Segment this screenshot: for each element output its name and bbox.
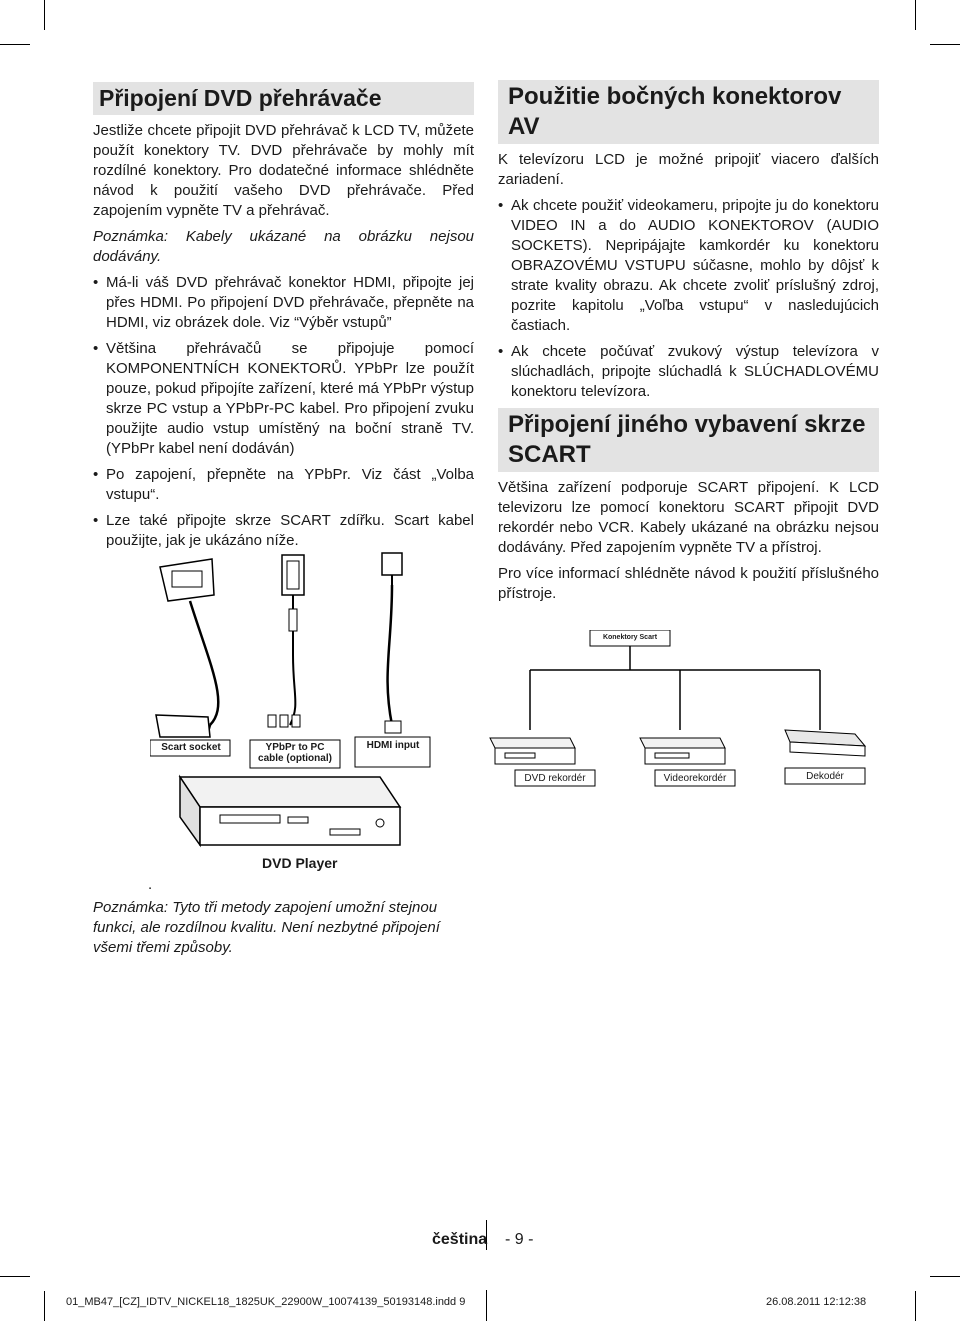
av-intro-paragraph: K televízoru LCD je možné pripojiť viacero ďalších zariadení. [498,151,879,188]
bottom-dot: . [148,876,153,893]
crop-mark [0,1276,30,1277]
list-item: • Má-li váš DVD přehrávač konektor HDMI, připojte jej přes HDMI. Po připojení DVD přehrávače, přepněte na HDMI, viz obrázek dole. Viz “Výběr vstupů” [93,274,474,331]
list-item: • Ak chcete počúvať zvukový výstup televízora v slúchadlách, pripojte slúchadlá k SLÚCHADLOVÉMU konektoru televízora. [498,343,879,400]
dvd-bullet-list [93,273,474,551]
list-item: • Po zapojení, přepněte na YPbPr. Viz část „Volba vstupu“. [93,466,474,503]
note-paragraph: Poznámka: Kabely ukázané na obrázku nejsou dodávány. [93,228,474,265]
av-bullet-list [498,196,879,402]
label-dvd-recorder: DVD rekordér [524,773,586,784]
section-heading-scart: Připojení jiného vybavení skrze SCART [498,408,879,472]
crop-mark [44,0,45,30]
crop-mark [915,1291,916,1321]
dvd-connection-diagram [150,545,450,875]
crop-mark [44,1291,45,1321]
section-heading-av: Použitie bočných konektorov AV [498,80,879,144]
crop-mark [0,44,30,45]
label-vcr: Videorekordér [663,773,727,784]
crop-mark [930,1276,960,1277]
footer-file-name: 01_MB47_[CZ]_IDTV_NICKEL18_1825UK_22900W_10074139_50193148.indd 9 [66,1296,466,1308]
footer-language: čeština [432,1231,488,1248]
bottom-note: Poznámka: Tyto tři metody zapojení umožní stejnou funkci, ale rozdílnou kvalitu. Není nezbytné připojení všemi třemi způsoby. [93,899,440,956]
label-scart-socket: Scart socket [161,742,221,753]
scart-more-paragraph: Pro více informací shlédněte návod k použití příslušného přístroje. [498,565,879,602]
label-scart-connectors: Konektory Scart [602,634,658,641]
right-column [498,80,879,610]
list-item: • Ak chcete použiť videokameru, pripojte ju do konektoru VIDEO IN a do AUDIO KONEKTOROV (AUDIO SOCKETS). Nepripájajte kamkordér ku konektoru OBRAZOVÉMU VSTUPU súčasne, mohlo by dôjsť k strate kvality obrazu. Ak chcete zvoliť príslušný zdroj, pozrite kapitolu „Voľba vstupu“ v nasledujúcich častiach. [498,197,879,334]
scart-paragraph: Většina zařízení podporuje SCART připojení. K LCD televizoru lze pomocí konektoru SCART připojit DVD rekordér nebo VCR. Kabely ukázané na obrázku nejsou dodávány. Před zapojením vypněte TV a přístroj. [498,479,879,556]
crop-mark [915,0,916,30]
list-item: • Lze také připojte skrze SCART zdířku. Scart kabel použijte, jak je ukázáno níže. [93,512,474,549]
label-hdmi-input: HDMI input [366,740,420,751]
label-decoder: Dekodér [806,771,844,782]
list-item: • Většina přehrávačů se připojuje pomocí KOMPONENTNÍCH KONEKTORŮ. YPbPr lze použít pouze, pokud připojíte zařízení, které má YPbPr výstup skrze PC vstup a YPbPr-PC kabel. Pro připojení zvuku použijte audio vstup umístěný na boční straně TV.(YPbPr kabel není dodáván) [93,340,474,457]
crop-mark [930,44,960,45]
left-column [93,82,474,557]
footer-date: 26.08.2011 12:12:38 [766,1296,867,1308]
footer-page-number: - 9 - [505,1231,534,1248]
label-ypbpr-cable: YPbPr to PC cable (optional) [258,742,332,764]
crop-mark [486,1290,487,1321]
section-heading-dvd: Připojení DVD přehrávače [93,82,474,115]
intro-paragraph: Jestliže chcete připojit DVD přehrávač k LCD TV, můžete použít konektory TV. DVD přehrávače by mohly mít rozdílné konektory. Pro dodatečné informace shlédněte návod k použití vašeho DVD přehrávače. Před zapojením vypněte TV a přehrávač. [93,122,474,219]
label-dvd-player: DVD Player [262,855,338,871]
